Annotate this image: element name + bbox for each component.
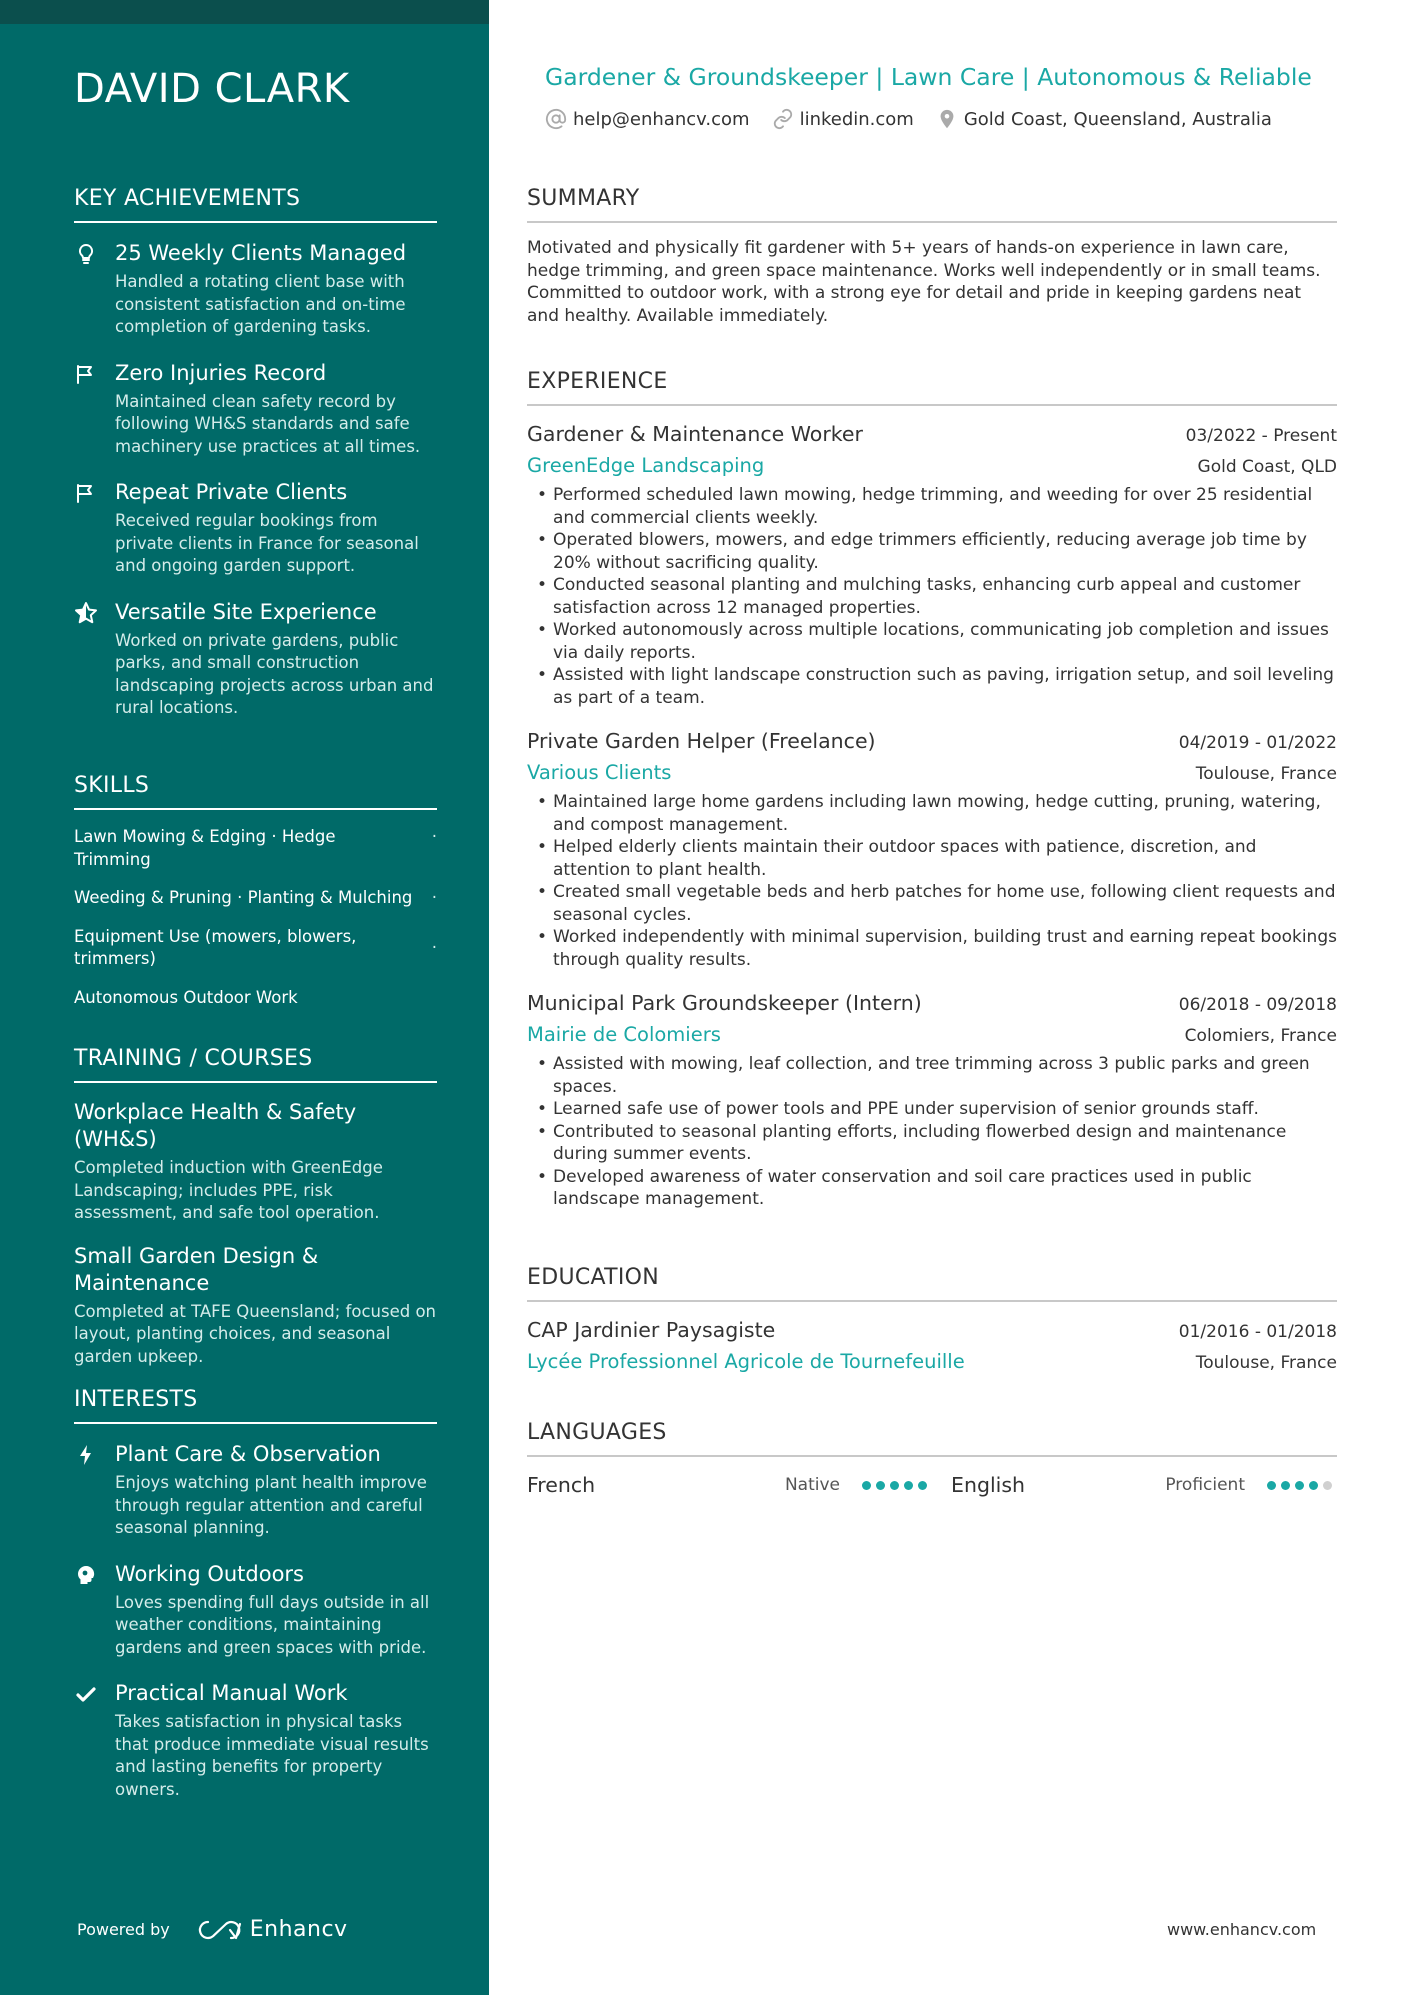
languages-heading: LANGUAGES bbox=[527, 1420, 1337, 1457]
location-contact bbox=[936, 108, 1272, 130]
interest-item bbox=[74, 1560, 437, 1660]
job-dates: 03/2022 - Present bbox=[1185, 426, 1337, 446]
job-bullets bbox=[527, 791, 1337, 971]
achievement-title: Zero Injuries Record bbox=[115, 360, 327, 385]
headline-part: Gardener & Groundskeeper bbox=[545, 63, 868, 91]
job-entry bbox=[527, 727, 1337, 971]
location-text: Gold Coast, Queensland, Australia bbox=[963, 108, 1272, 130]
language-level: Proficient bbox=[1165, 1475, 1245, 1495]
language-item bbox=[951, 1473, 1337, 1497]
job-title: Gardener & Maintenance Worker bbox=[527, 422, 863, 446]
school-name: Lycée Professionnel Agricole de Tournefeuille bbox=[527, 1350, 965, 1373]
course-title: Workplace Health & Safety (WH&S) bbox=[74, 1100, 357, 1151]
skill-separator: · bbox=[431, 888, 437, 907]
summary-text: Motivated and physically fit gardener with 5+ years of hands-on experience in lawn care, hedge trimming, and green space maintenance. Works well independently or in small teams. Committed to outdoor work, with a strong eye for detail and pride in keeping gardens neat and healthy. Available immediately. bbox=[527, 238, 1321, 326]
job-bullet: • Contributed to seasonal planting efforts, including flowerbed design and maintenance during summer events. bbox=[527, 1121, 1337, 1166]
checkmark-icon bbox=[74, 1682, 100, 1708]
skill-row-text: Lawn Mowing & Edging · Hedge Trimming bbox=[74, 827, 336, 869]
language-name: English bbox=[951, 1473, 1026, 1497]
achievement-title: 25 Weekly Clients Managed bbox=[115, 241, 407, 265]
languages-section bbox=[527, 1420, 1337, 1499]
rating-dot-filled bbox=[1295, 1481, 1304, 1490]
achievement-item bbox=[74, 598, 437, 720]
education-dates: 01/2016 - 01/2018 bbox=[1178, 1322, 1337, 1342]
interest-item bbox=[74, 1679, 437, 1801]
achievement-item bbox=[74, 239, 437, 339]
skill-row bbox=[74, 887, 437, 910]
education-heading: EDUCATION bbox=[527, 1265, 1337, 1302]
linkedin-text: linkedin.com bbox=[799, 108, 914, 130]
job-entry bbox=[527, 420, 1337, 709]
achievement-item bbox=[74, 478, 437, 578]
achievement-item bbox=[74, 359, 437, 459]
course-desc: Completed induction with GreenEdge Landscaping; includes PPE, risk assessment, and safe tool operation. bbox=[74, 1158, 383, 1222]
course-item bbox=[74, 1243, 437, 1369]
rating-dot-filled bbox=[918, 1481, 927, 1490]
skills-heading: SKILLS bbox=[74, 773, 437, 810]
rating-dot-filled bbox=[1267, 1481, 1276, 1490]
head-brain-icon bbox=[74, 1563, 100, 1589]
footer-url[interactable]: www.enhancv.com bbox=[1167, 1920, 1317, 1939]
achievement-title: Versatile Site Experience bbox=[115, 599, 377, 624]
languages-row bbox=[527, 1471, 1337, 1499]
contact-info bbox=[545, 108, 1294, 130]
skill-row bbox=[74, 987, 437, 1010]
job-company: Various Clients bbox=[527, 761, 672, 784]
skill-row-text: Weeding & Pruning · Planting & Mulching bbox=[74, 888, 413, 907]
course-title: Small Garden Design & Maintenance bbox=[74, 1243, 319, 1295]
linkedin-contact[interactable] bbox=[772, 108, 914, 130]
interest-desc: Enjoys watching plant health improve through regular attention and careful seasonal planning. bbox=[115, 1473, 427, 1537]
interest-desc: Loves spending full days outside in all weather conditions, maintaining gardens and green spaces with pride. bbox=[115, 1592, 430, 1657]
job-bullets bbox=[527, 1053, 1337, 1211]
rating-dot-filled bbox=[1309, 1481, 1318, 1490]
lightning-icon bbox=[74, 1443, 100, 1469]
job-bullet: • Worked independently with minimal supervision, building trust and earning repeat bookings through quality results. bbox=[527, 926, 1337, 971]
interest-title: Practical Manual Work bbox=[115, 1681, 348, 1705]
enhancv-brand-name: Enhancv bbox=[249, 1917, 348, 1942]
job-bullet: • Assisted with light landscape construction such as paving, irrigation setup, and soil leveling as part of a team. bbox=[527, 664, 1337, 709]
interest-title: Plant Care & Observation bbox=[115, 1442, 381, 1466]
experience-heading: EXPERIENCE bbox=[527, 369, 1337, 406]
interests-heading: INTERESTS bbox=[74, 1387, 437, 1424]
email-text: help@enhancv.com bbox=[573, 108, 750, 130]
language-rating bbox=[862, 1481, 932, 1490]
skills-section bbox=[74, 773, 437, 1025]
language-name: French bbox=[527, 1473, 596, 1497]
headline-separator: | bbox=[1021, 63, 1030, 91]
education-section bbox=[527, 1265, 1337, 1394]
achievements-heading: KEY ACHIEVEMENTS bbox=[74, 186, 437, 223]
job-location: Gold Coast, QLD bbox=[1197, 457, 1337, 477]
powered-by bbox=[77, 1917, 348, 1942]
rating-dot-empty bbox=[1323, 1481, 1332, 1490]
summary-heading: SUMMARY bbox=[527, 186, 1337, 223]
rating-dot-filled bbox=[876, 1481, 885, 1490]
job-bullet: • Developed awareness of water conservation and soil care practices used in public landscape management. bbox=[527, 1166, 1337, 1211]
sidebar bbox=[0, 0, 489, 1995]
job-entry bbox=[527, 989, 1337, 1211]
job-bullet: • Performed scheduled lawn mowing, hedge trimming, and weeding for over 25 residential and commercial clients weekly. bbox=[527, 484, 1337, 529]
interest-desc: Takes satisfaction in physical tasks that produce immediate visual results and lasting benefits for property owners. bbox=[115, 1712, 429, 1799]
training-heading: TRAINING / COURSES bbox=[74, 1046, 437, 1083]
headline-part: Autonomous & Reliable bbox=[1037, 63, 1312, 91]
education-entry bbox=[527, 1316, 1337, 1376]
achievement-title: Repeat Private Clients bbox=[115, 480, 348, 504]
job-company: Mairie de Colomiers bbox=[527, 1023, 721, 1046]
school-location: Toulouse, France bbox=[1195, 1353, 1337, 1373]
job-dates: 04/2019 - 01/2022 bbox=[1178, 733, 1337, 753]
lightbulb-icon bbox=[74, 242, 100, 268]
enhancv-logo[interactable] bbox=[196, 1917, 348, 1942]
enhancv-logo-icon bbox=[196, 1918, 242, 1942]
language-level: Native bbox=[784, 1475, 840, 1495]
headline bbox=[545, 63, 1312, 91]
job-bullet: • Learned safe use of power tools and PPE under supervision of senior grounds staff. bbox=[527, 1098, 1337, 1121]
skill-separator: · bbox=[431, 827, 437, 846]
flag-icon bbox=[74, 481, 100, 507]
achievements-section bbox=[74, 186, 437, 740]
job-bullet: • Conducted seasonal planting and mulching tasks, enhancing curb appeal and customer satisfaction across 12 managed properties. bbox=[527, 574, 1337, 619]
candidate-name: DAVID CLARK bbox=[74, 66, 350, 112]
rating-dot-filled bbox=[904, 1481, 913, 1490]
job-bullet: • Operated blowers, mowers, and edge trimmers efficiently, reducing average job time by 20% without sacrificing quality. bbox=[527, 529, 1337, 574]
rating-dot-filled bbox=[1281, 1481, 1290, 1490]
degree-title: CAP Jardinier Paysagiste bbox=[527, 1318, 776, 1342]
language-rating bbox=[1267, 1481, 1337, 1490]
skill-row-text: Equipment Use (mowers, blowers, trimmers) bbox=[74, 926, 357, 968]
summary-section bbox=[527, 186, 1337, 327]
job-bullet: • Created small vegetable beds and herb patches for home use, following client requests and seasonal cycles. bbox=[527, 881, 1337, 926]
headline-separator: | bbox=[875, 63, 884, 91]
interests-section bbox=[74, 1387, 437, 1821]
rating-dot-filled bbox=[890, 1481, 899, 1490]
interest-item bbox=[74, 1440, 437, 1540]
job-bullet: • Worked autonomously across multiple locations, communicating job completion and issues via daily reports. bbox=[527, 619, 1337, 664]
achievement-desc: Handled a rotating client base with consistent satisfaction and on-time completion of gardening tasks. bbox=[115, 272, 406, 336]
map-pin-icon bbox=[936, 108, 958, 130]
job-location: Colomiers, France bbox=[1184, 1026, 1337, 1046]
achievement-desc: Received regular bookings from private clients in France for seasonal and ongoing garden support. bbox=[115, 511, 419, 575]
job-bullets bbox=[527, 484, 1337, 709]
achievement-desc: Maintained clean safety record by following WH&S standards and safe machinery use practices at all times. bbox=[115, 391, 421, 456]
star-half-icon bbox=[74, 601, 100, 627]
rating-dot-filled bbox=[862, 1481, 871, 1490]
job-bullet: • Helped elderly clients maintain their outdoor spaces with patience, discretion, and attention to plant health. bbox=[527, 836, 1337, 881]
job-title: Private Garden Helper (Freelance) bbox=[527, 729, 876, 753]
job-location: Toulouse, France bbox=[1195, 764, 1337, 784]
training-section bbox=[74, 1046, 437, 1386]
skill-row bbox=[74, 826, 437, 871]
skill-separator: · bbox=[431, 937, 437, 957]
flag-icon bbox=[74, 362, 100, 388]
experience-section bbox=[527, 369, 1337, 1229]
headline-part: Lawn Care bbox=[890, 63, 1015, 91]
job-company: GreenEdge Landscaping bbox=[527, 454, 765, 477]
job-bullet: • Maintained large home gardens including lawn mowing, hedge cutting, pruning, watering, and compost management. bbox=[527, 791, 1337, 836]
job-title: Municipal Park Groundskeeper (Intern) bbox=[527, 991, 922, 1015]
language-item bbox=[527, 1473, 932, 1497]
course-desc: Completed at TAFE Queensland; focused on layout, planting choices, and seasonal garden upkeep. bbox=[74, 1301, 436, 1366]
job-bullet: • Assisted with mowing, leaf collection, and tree trimming across 3 public parks and green spaces. bbox=[527, 1053, 1337, 1098]
interest-title: Working Outdoors bbox=[115, 1561, 304, 1586]
skill-row-text: Autonomous Outdoor Work bbox=[74, 987, 298, 1007]
at-icon bbox=[545, 108, 567, 130]
email-contact[interactable] bbox=[545, 108, 750, 130]
powered-by-label: Powered by bbox=[77, 1920, 170, 1939]
job-dates: 06/2018 - 09/2018 bbox=[1178, 995, 1337, 1015]
link-icon bbox=[772, 108, 794, 130]
course-item bbox=[74, 1099, 437, 1225]
sidebar-top-bar bbox=[0, 0, 489, 24]
achievement-desc: Worked on private gardens, public parks, and small construction landscaping projects across urban and rural locations. bbox=[115, 630, 434, 717]
skill-row bbox=[74, 926, 437, 971]
